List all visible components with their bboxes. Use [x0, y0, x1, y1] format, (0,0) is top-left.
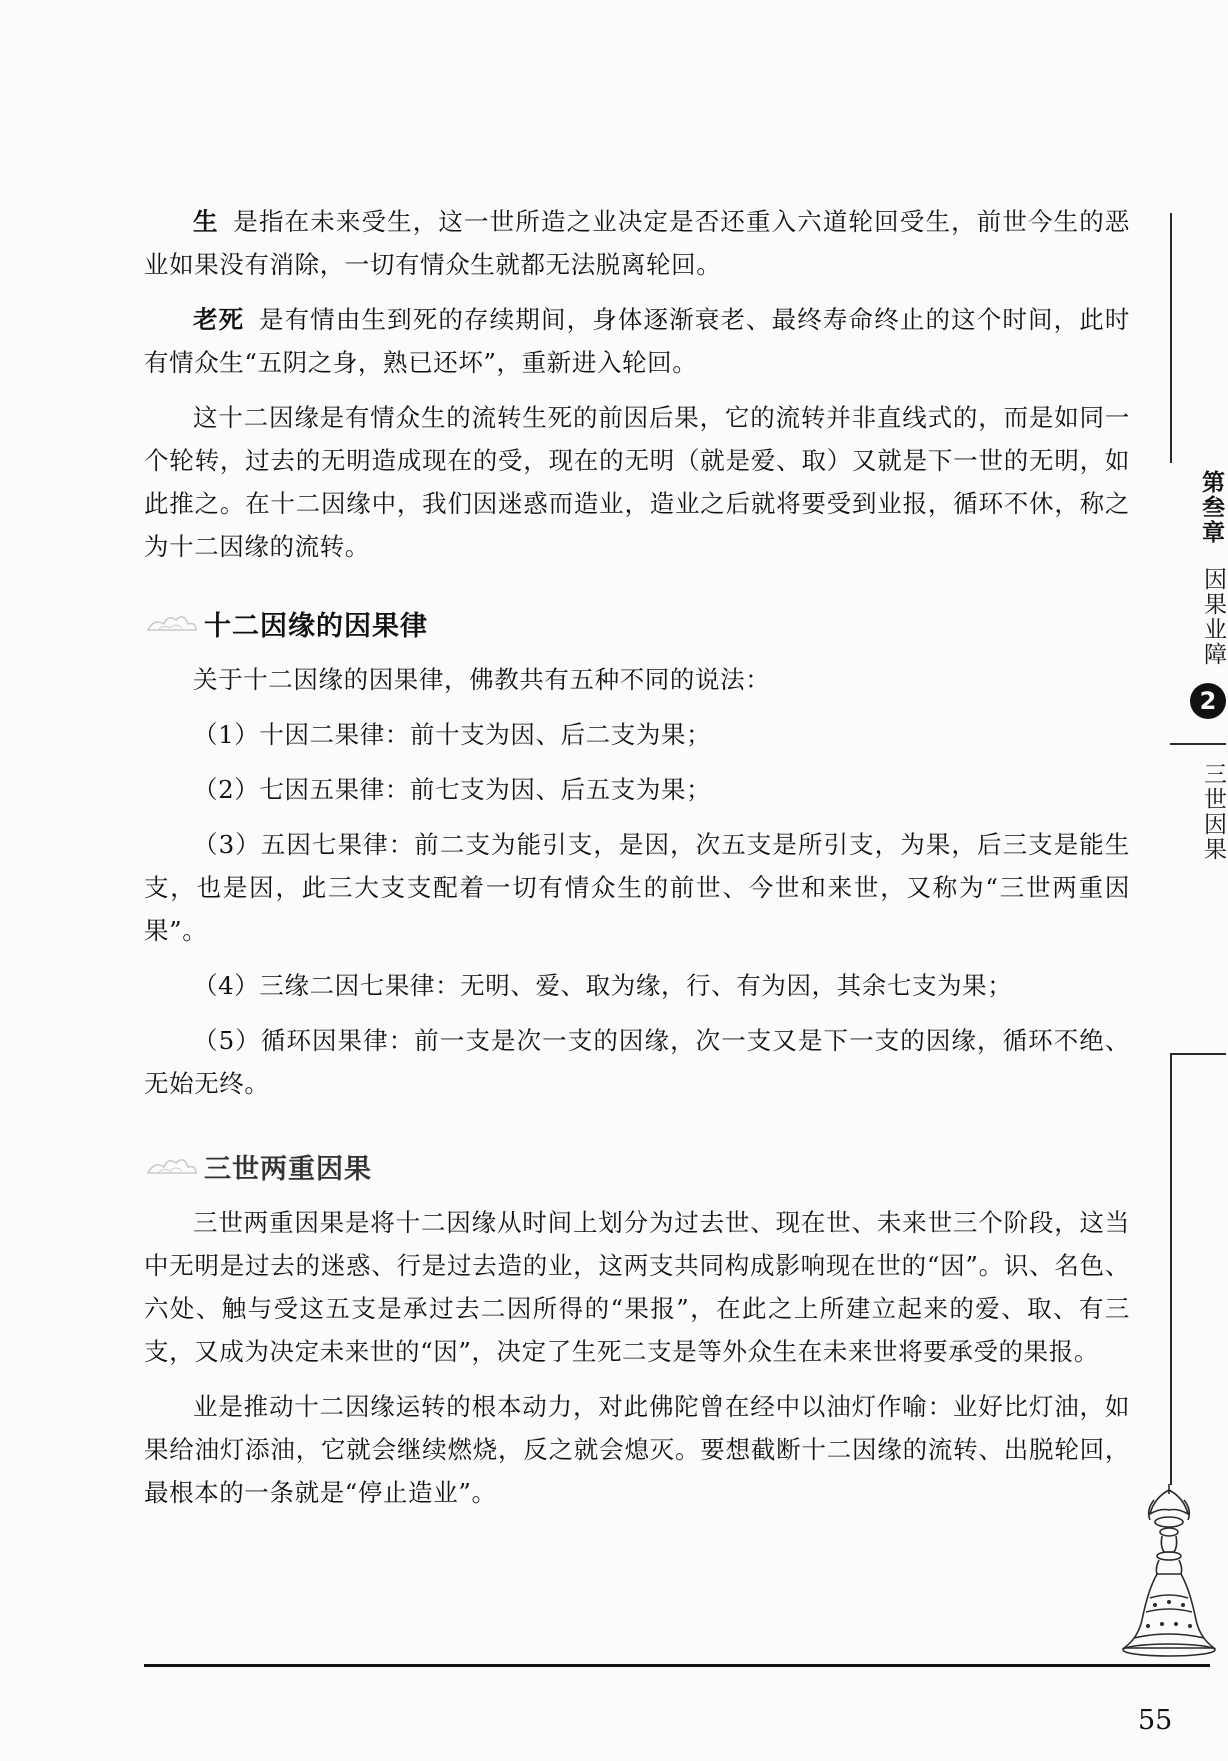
definition-laosi: 是有情由生到死的存续期间，身体逐渐衰老、最终寿命终止的这个时间，此时有情众生“五阴之身，熟已还坏”，重新进入轮回。 [144, 305, 1130, 377]
chapter-title: 因果业障 [1200, 567, 1226, 667]
term-sheng: 生 [193, 207, 219, 236]
definition-sheng: 是指在未来受生，这一世所造之业决定是否还重入六道轮回受生，前世今生的恶业如果没有消除，一切有情众生就都无法脱离轮回。 [144, 207, 1130, 279]
list-item: （1）十因二果律：前十支为因、后二支为果； [193, 720, 712, 749]
paragraph: 业是推动十二因缘运转的根本动力，对此佛陀曾在经中以油灯作喻：业好比灯油，如果给油灯添油，它就会继续燃烧，反之就会熄灭。要想截断十二因缘的流转、出脱轮回，最根本的一条就是“停止造业”。 [144, 1392, 1130, 1507]
section-title: 三世两重因果 [204, 1153, 372, 1185]
running-section-title: 三世因果 [1200, 762, 1226, 862]
list-item: （4）三缘二因七果律：无明、爱、取为缘，行、有为因，其余七支为果； [193, 971, 1013, 1000]
section-heading-sanshi [144, 1131, 1130, 1201]
lotus-cloud-ornament-icon [144, 1151, 200, 1181]
vajra-bell-icon [1110, 1480, 1228, 1668]
section-number-badge: 2 [1190, 683, 1226, 719]
paragraph: 三世两重因果是将十二因缘从时间上划分为过去世、现在世、未来世三个阶段，这当中无明是过去的迷惑、行是过去造的业，这两支共同构成影响现在世的“因”。识、名色、六处、触与受这五支是承过去二因所得的“果报”，在此之上所建立起来的爱、取、有三支，又成为决定未来世的“因”，决定了生死二支是等外众生在未来世将要承受的果报。 [144, 1208, 1130, 1366]
list-item: （3）五因七果律：前二支为能引支，是因，次五支是所引支，为果，后三支是能生支，也是因，此三大支支配着一切有情众生的前世、今世和来世，又称为“三世两重因果”。 [144, 830, 1130, 945]
paragraph-laosi [144, 298, 1130, 384]
lotus-cloud-ornament-icon [144, 608, 200, 638]
page-number: 55 [1138, 1705, 1173, 1736]
page-body [144, 200, 1130, 1514]
paragraph: 关于十二因缘的因果律，佛教共有五种不同的说法： [193, 665, 771, 694]
chapter-tab: 第叁章 [1198, 470, 1224, 545]
term-laosi: 老死 [193, 305, 245, 334]
section-title: 十二因缘的因果律 [204, 610, 428, 642]
list-item: （2）七因五果律：前七支为因、后五支为果； [193, 775, 712, 804]
paragraph-sheng [144, 200, 1130, 286]
footer-rule [144, 1664, 1210, 1667]
paragraph-liuzhuan: 这十二因缘是有情众生的流转生死的前因后果，它的流转并非直线式的，而是如同一个轮转，过去的无明造成现在的受，现在的无明（就是爱、取）又就是下一世的无明，如此推之。在十二因缘中，我们因迷惑而造业，造业之后就将要受到业报，循环不休，称之为十二因缘的流转。 [144, 403, 1130, 561]
section-heading-yinguolv [144, 588, 1130, 658]
margin-rule-top [1170, 213, 1172, 463]
margin-divider [1170, 743, 1226, 745]
list-item: （5）循环因果律：前一支是次一支的因缘，次一支又是下一支的因缘，循环不绝、无始无终。 [144, 1026, 1130, 1098]
margin-divider [1170, 1053, 1226, 1055]
margin-rule-bottom [1170, 1055, 1172, 1485]
